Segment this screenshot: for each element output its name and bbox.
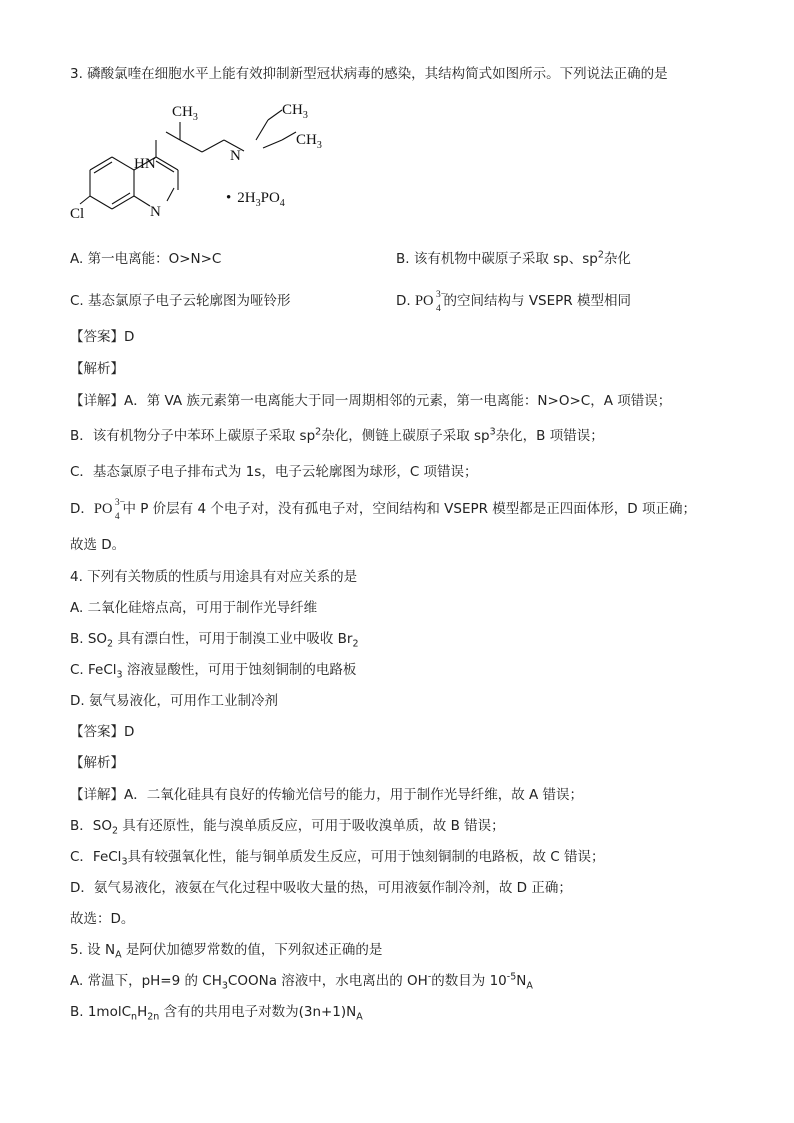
question-3-stem: 3. 磷酸氯喹在细胞水平上能有效抑制新型冠状病毒的感染，其结构简式如图所示。下列说法正确的是 — [70, 66, 668, 82]
phosphate-ion: PO 3− 4 — [414, 290, 447, 314]
q4-option-a: A. 二氧化硅熔点高，可用于制作光导纤维 — [70, 600, 318, 616]
q4-detail-c: C．FeCl$_3$具有较强氧化性，能与铜单质发生反应，可用于蚀刻铜制的电路板，故 C 错误； — [70, 849, 605, 868]
q3-detail-a: 【详解】A．第 VA 族元素第一电离能大于同一周期相邻的元素，第一电离能：N>O>C，A 项错误； — [70, 393, 672, 409]
q4-answer: 【答案】D — [70, 724, 135, 740]
q3-option-d: D. PO 3− 4 的空间结构与 VSEPR 模型相同 — [396, 290, 631, 314]
chloro-label: Cl — [70, 206, 85, 222]
q3-option-c: C. 基态氯原子电子云轮廓图为哑铃形 — [70, 293, 291, 309]
q4-detail-d: D．氨气易液化，液氨在气化过程中吸收大量的热，可用液氨作制冷剂，故 D 正确； — [70, 880, 572, 896]
nh-label: HN — [134, 156, 156, 172]
chloroquine-phosphate-structure — [70, 88, 400, 238]
q4-detail-a: 【详解】A．二氧化硅具有良好的传输光信号的能力，用于制作光导纤维，故 A 错误； — [70, 787, 584, 803]
q3-conclusion: 故选 D。 — [70, 537, 126, 553]
q4-option-d: D. 氨气易液化，可用作工业制冷剂 — [70, 693, 278, 709]
ring-n-label: N — [150, 204, 161, 220]
q3-option-b: B. 该有机物中碳原子采取 sp、$sp^2$杂化 — [396, 249, 631, 267]
q5-option-a: A. 常温下，pH=9 的 $CH_3COONa$ 溶液中，水电离出的 OH-的数目为 $10^{-5}N_A$ — [70, 971, 533, 992]
q3-option-a: A. 第一电离能：O>N>C — [70, 251, 222, 267]
q3-answer: 【答案】D — [70, 329, 135, 345]
q5-option-b: B. $1molC_nH_{2n}$ 含有的共用电子对数为$(3n+1)N_A$ — [70, 1004, 363, 1023]
q3-detail-b: B．该有机物分子中苯环上碳原子采取 $sp^2$杂化，侧链上碳原子采取 $sp^3$杂化，B 项错误； — [70, 426, 604, 444]
question-4-stem: 4. 下列有关物质的性质与用途具有对应关系的是 — [70, 569, 358, 585]
question-5-stem: 5. 设 $N_A$ 是阿伏加德罗常数的值，下列叙述正确的是 — [70, 942, 383, 961]
q4-option-b: B. $SO_2$ 具有漂白性，可用于制溴工业中吸收 $Br_2$ — [70, 631, 359, 650]
q3-detail-c: C．基态氯原子电子排布式为 1s，电子云轮廓图为球形，C 项错误； — [70, 464, 478, 480]
methyl-top-label: $CH_3$ — [172, 104, 198, 123]
amine-n-label: N — [230, 148, 241, 164]
q3-detail-d: D．PO 3− 4 中 P 价层有 4 个电子对，没有孤电子对，空间结构和 VSEPR 模型都是正四面体形，D 项正确； — [70, 498, 696, 522]
q4-detail-b: B．$SO_2$ 具有还原性，能与溴单质反应，可用于吸收溴单质，故 B 错误； — [70, 818, 505, 837]
ethyl-methyl-top-label: $CH_3$ — [282, 102, 308, 121]
phosphate-ion-detail: PO 3− 4 — [93, 498, 126, 522]
q4-option-c: C. FeCl$_3$ 溶液显酸性，可用于蚀刻铜制的电路板 — [70, 662, 357, 681]
q3-analysis-head: 【解析】 — [70, 361, 124, 377]
salt-label: • $2H_3PO_4$ — [226, 190, 285, 209]
q4-conclusion: 故选：D。 — [70, 911, 135, 927]
q4-analysis-head: 【解析】 — [70, 755, 124, 771]
ethyl-methyl-right-label: $CH_3$ — [296, 132, 322, 151]
